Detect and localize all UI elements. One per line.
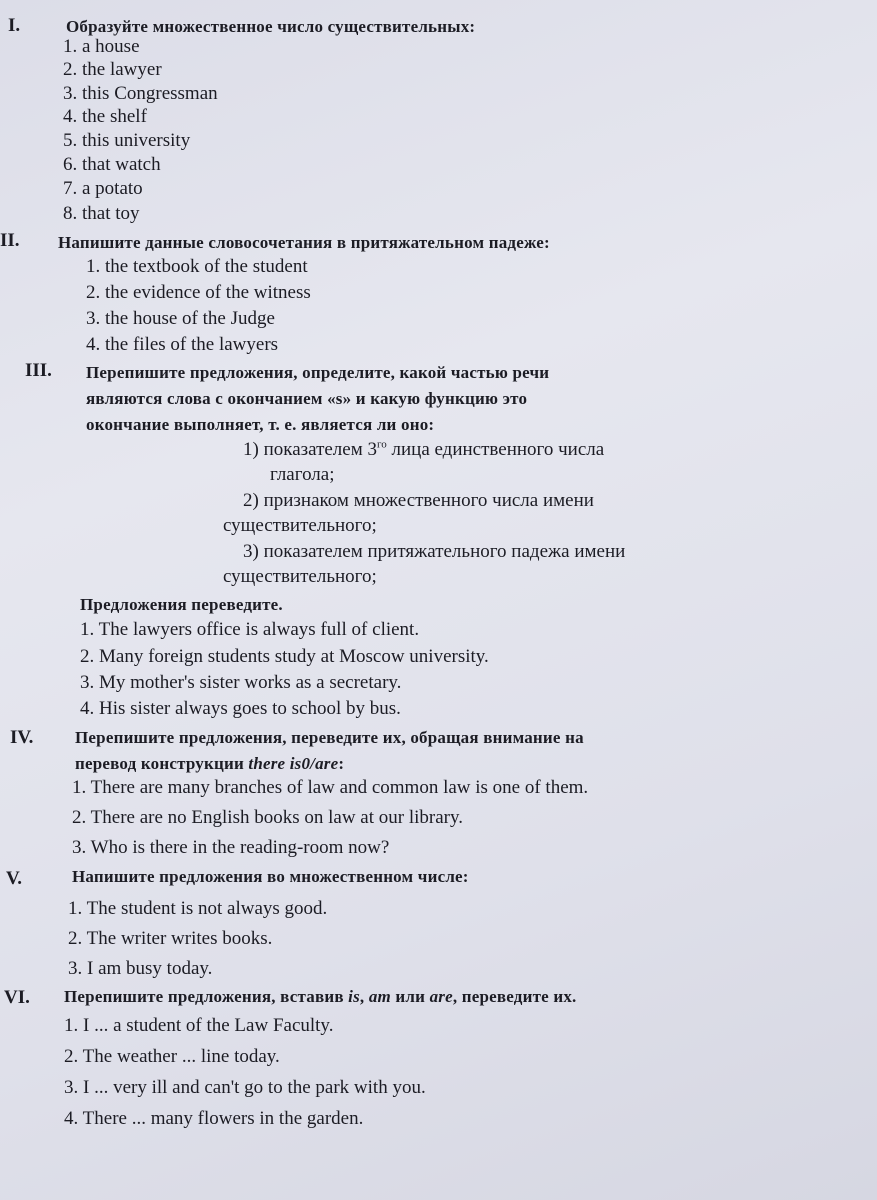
- section-title: Напишите данные словосочетания в притяжательном падеже:: [58, 233, 550, 252]
- section-title: Напишите предложения во множественном числе:: [72, 867, 469, 886]
- list-item: 1. The student is not always good.: [68, 898, 328, 919]
- section-subtitle: Предложения переведите.: [80, 595, 283, 614]
- list-item: 2. There are no English books on law at our library.: [72, 807, 463, 828]
- section-number: III.: [25, 360, 52, 381]
- list-item: 3. I ... very ill and can't go to the park with you.: [64, 1077, 426, 1098]
- list-item: 4. His sister always goes to school by bus.: [80, 698, 401, 719]
- title-text: :: [338, 754, 345, 773]
- list-item: 2. The writer writes books.: [68, 928, 273, 949]
- section-title-line: Перепишите предложения, определите, какой частью речи: [86, 363, 550, 382]
- section-title-line: Перепишите предложения, переведите их, обращая внимание на: [75, 728, 584, 747]
- list-item: 2. The weather ... line today.: [64, 1046, 280, 1067]
- section-number: IV.: [10, 727, 34, 748]
- title-text: Перепишите предложения, вставив: [64, 987, 349, 1006]
- list-item: 3. the house of the Judge: [86, 308, 275, 329]
- list-item: 1. There are many branches of law and common law is one of them.: [72, 777, 589, 798]
- list-item: 4. the files of the lawyers: [86, 334, 279, 355]
- section-title-line: [75, 753, 344, 775]
- section-number: V.: [6, 868, 23, 889]
- title-italic: are: [429, 987, 453, 1006]
- section-number: I.: [8, 15, 21, 36]
- title-italic: there is0/are: [248, 754, 339, 773]
- section-title-line: окончание выполняет, т. е. является ли оно:: [86, 415, 435, 434]
- option-text: 1) показателем 3: [243, 439, 377, 460]
- section-number: VI.: [4, 987, 30, 1008]
- list-item: 1. a house: [63, 36, 140, 57]
- list-item: 8. that toy: [63, 203, 140, 224]
- option-item: 3) показателем притяжательного падежа имени: [243, 541, 626, 562]
- list-item: 7. a potato: [63, 178, 143, 199]
- option-item: 2) признаком множественного числа имени: [243, 490, 594, 511]
- title-text: , переведите их.: [452, 987, 577, 1006]
- title-text: ,: [359, 987, 369, 1006]
- section-title: [64, 986, 577, 1008]
- list-item: 1. I ... a student of the Law Faculty.: [64, 1015, 334, 1036]
- option-item: [243, 439, 604, 461]
- list-item: 2. the lawyer: [63, 59, 162, 80]
- title-text: перевод конструкции: [75, 754, 249, 773]
- title-italic: is: [348, 987, 360, 1006]
- section-number: II.: [0, 230, 20, 251]
- option-text: лица единственного числа: [386, 439, 605, 460]
- list-item: 5. this university: [63, 130, 191, 151]
- list-item: 3. I am busy today.: [68, 958, 213, 979]
- option-item: существительного;: [223, 566, 377, 587]
- list-item: 3. this Congressman: [63, 83, 218, 104]
- section-title-line: являются слова с окончанием «s» и какую функцию это: [86, 389, 528, 408]
- option-item: существительного;: [223, 515, 377, 536]
- list-item: 6. that watch: [63, 154, 161, 175]
- list-item: 4. There ... many flowers in the garden.: [64, 1108, 364, 1129]
- title-text: или: [390, 987, 430, 1006]
- section-title: Образуйте множественное число существительных:: [66, 17, 476, 36]
- list-item: 2. Many foreign students study at Moscow university.: [80, 646, 489, 667]
- list-item: 2. the evidence of the witness: [86, 282, 311, 303]
- list-item: 3. Who is there in the reading-room now?: [72, 837, 390, 858]
- list-item: 3. My mother's sister works as a secretary.: [80, 672, 402, 693]
- option-item: глагола;: [270, 464, 335, 485]
- superscript: го: [377, 438, 387, 451]
- title-italic: am: [368, 987, 391, 1006]
- list-item: 4. the shelf: [63, 106, 147, 127]
- list-item: 1. the textbook of the student: [86, 256, 308, 277]
- list-item: 1. The lawyers office is always full of client.: [80, 619, 420, 640]
